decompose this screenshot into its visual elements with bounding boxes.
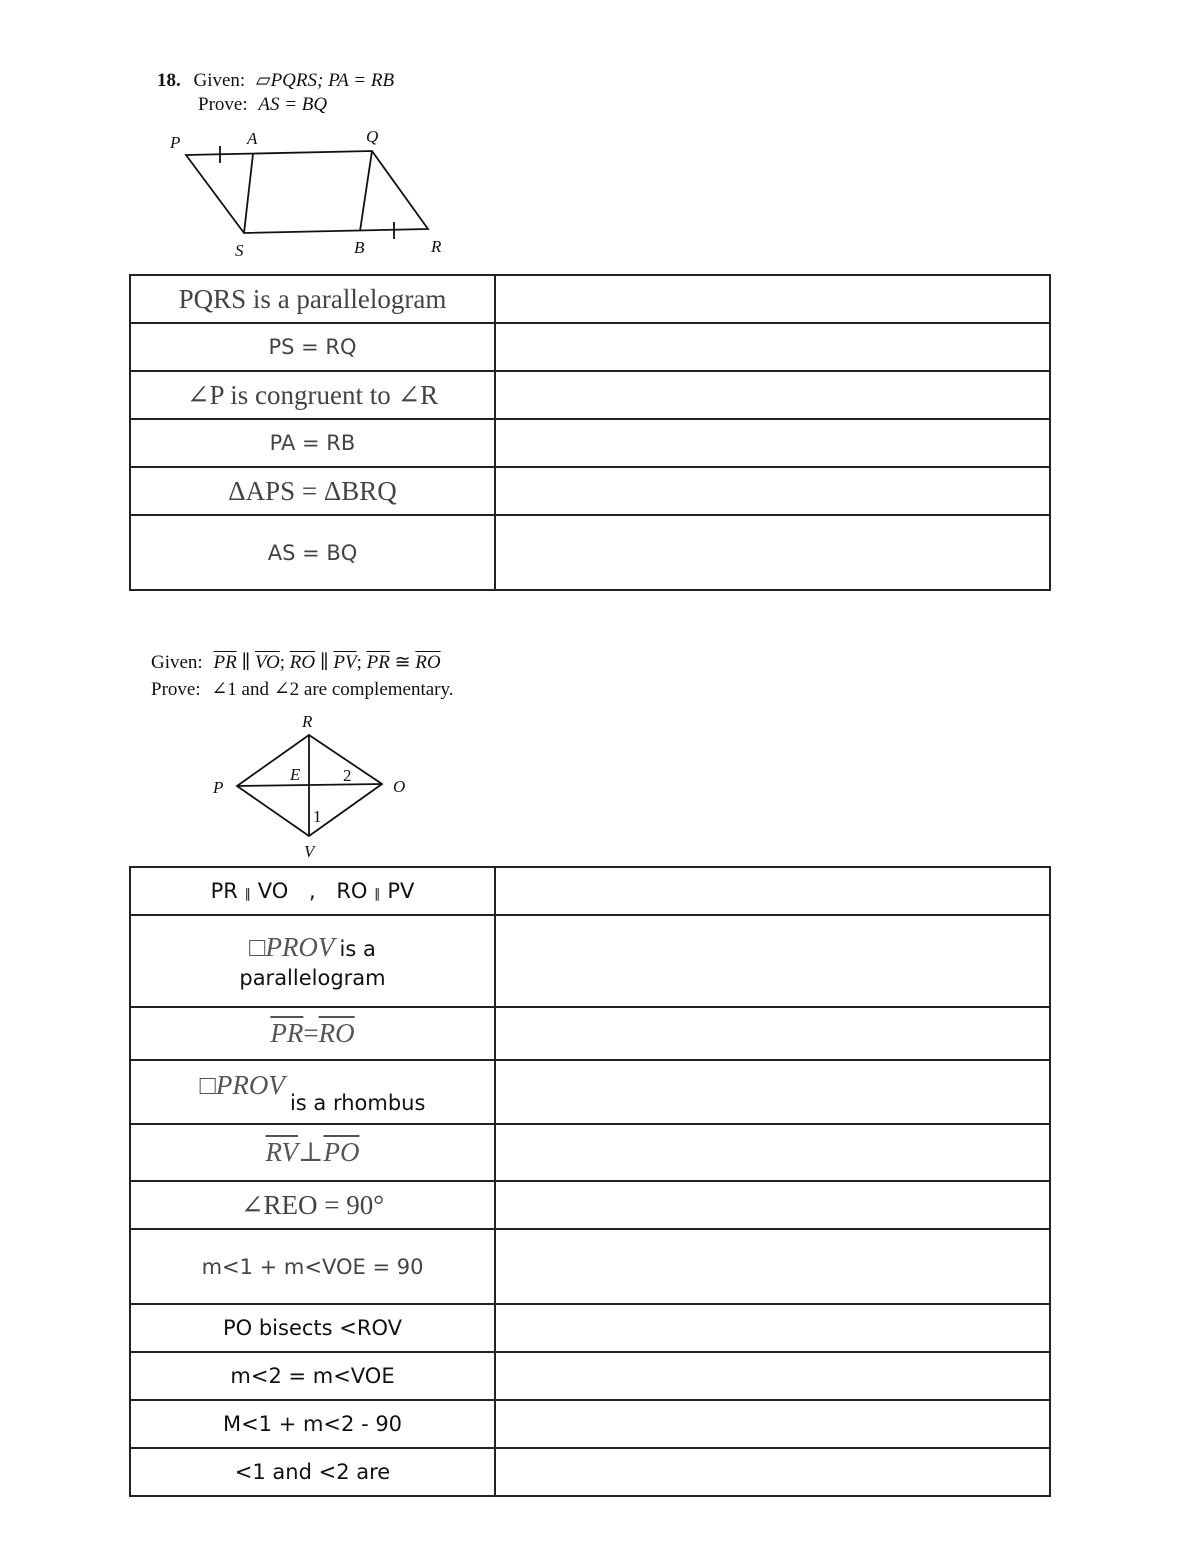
- statement: [270, 1018, 354, 1048]
- statement: [213, 931, 413, 991]
- table-row: [130, 1448, 1050, 1496]
- parallelogram-symbol: □PROV: [249, 932, 335, 962]
- given-segment-ro: $\overline{RO}$: [289, 652, 316, 673]
- reason-cell[interactable]: [495, 1007, 1050, 1060]
- given-segment-pr-2: $\overline{PR}$: [366, 652, 390, 673]
- segment-pv: PV: [387, 879, 415, 903]
- table-row: [130, 1229, 1050, 1304]
- given-text: ▱PQRS; PA = RB: [255, 70, 395, 91]
- prove-text: ∠1 and ∠2 are complementary.: [211, 679, 454, 700]
- label-e: E: [290, 765, 301, 784]
- diagonal-po: [237, 784, 382, 786]
- given-segment-pr: $\overline{PR}$: [213, 652, 237, 673]
- segment-bq: [360, 151, 372, 231]
- reason-cell[interactable]: [495, 1448, 1050, 1496]
- congruent-symbol: ≅: [394, 652, 411, 673]
- label-b: B: [354, 238, 365, 257]
- label-v: V: [304, 842, 315, 861]
- given-label: Given:: [151, 652, 203, 673]
- segment-as: [244, 154, 253, 233]
- separator: ;: [356, 652, 362, 673]
- table-row: [130, 915, 1050, 1007]
- statement: M<1 + m<2 - 90: [222, 1412, 403, 1436]
- segment-pr: $\overline{PR}$: [270, 1018, 304, 1048]
- problem-number: 18.: [157, 70, 181, 91]
- reason-cell[interactable]: [495, 275, 1050, 323]
- statement: [266, 1137, 360, 1167]
- statement: ΔAPS = ΔBRQ: [228, 475, 397, 506]
- segment-vo: VO: [257, 879, 289, 903]
- table-row: [130, 1060, 1050, 1124]
- table-row: [130, 1304, 1050, 1352]
- reason-cell[interactable]: [495, 1352, 1050, 1400]
- prove-label: Prove:: [198, 94, 248, 115]
- reason-cell[interactable]: [495, 1181, 1050, 1229]
- reason-cell[interactable]: [495, 1400, 1050, 1448]
- parallel-symbol: ∥: [374, 887, 381, 902]
- table-row: [130, 323, 1050, 371]
- proof-table-1: [129, 274, 1051, 591]
- reason-cell[interactable]: [495, 1124, 1050, 1181]
- label-r: R: [431, 237, 442, 256]
- reason-cell[interactable]: [495, 371, 1050, 419]
- given-segment-pv: $\overline{PV}$: [333, 652, 357, 673]
- given-segment-vo: $\overline{VO}$: [254, 652, 280, 673]
- reason-cell[interactable]: [495, 467, 1050, 515]
- comma: ,: [308, 879, 316, 903]
- parallel-symbol: ∥: [244, 887, 252, 902]
- label-q: Q: [366, 127, 379, 146]
- proof-table-2: [129, 866, 1051, 1497]
- label-s: S: [235, 241, 244, 260]
- parallelogram-outline: [186, 151, 428, 233]
- statement: m<2 = m<VOE: [230, 1364, 395, 1388]
- reason-cell[interactable]: [495, 1060, 1050, 1124]
- segment-rv: $\overline{RV}$: [265, 1137, 299, 1167]
- parallel-symbol: ∥: [241, 652, 251, 673]
- label-o: O: [393, 777, 406, 796]
- statement: [211, 879, 415, 903]
- table-row: [130, 1007, 1050, 1060]
- label-p: P: [213, 778, 224, 797]
- given-label: Given:: [193, 70, 246, 91]
- reason-cell[interactable]: [495, 1304, 1050, 1352]
- angle-label-2: 2: [343, 766, 352, 785]
- statement: m<1 + m<VOE = 90: [201, 1254, 424, 1279]
- rhombus-symbol: □PROV: [199, 1069, 285, 1100]
- segment-ro: RO: [336, 879, 368, 903]
- label-r: R: [302, 712, 313, 731]
- segment-po: $\overline{PO}$: [323, 1137, 360, 1167]
- table-row: [130, 467, 1050, 515]
- statement: PS = RQ: [268, 335, 357, 359]
- reason-cell[interactable]: [495, 1229, 1050, 1304]
- prove-label: Prove:: [151, 679, 201, 700]
- parallel-symbol: ∥: [319, 652, 329, 673]
- statement: PA = RB: [269, 431, 356, 455]
- table-row: [130, 1352, 1050, 1400]
- statement: PO bisects <ROV: [222, 1316, 402, 1340]
- statement: ∠REO = 90°: [240, 1189, 385, 1220]
- label-a: A: [247, 129, 258, 148]
- equals-symbol: =: [303, 1018, 319, 1048]
- segment-pr: PR: [210, 879, 238, 903]
- separator: ;: [279, 652, 286, 673]
- statement-text: is a rhombus: [289, 1090, 426, 1115]
- given-line-2: [151, 651, 441, 674]
- table-row: [130, 515, 1050, 590]
- prove-line-1: [198, 94, 327, 116]
- statement: AS = BQ: [267, 540, 358, 565]
- rhombus-figure: [205, 705, 435, 865]
- table-row: [130, 275, 1050, 323]
- given-segment-ro-2: $\overline{RO}$: [415, 652, 441, 673]
- reason-cell[interactable]: [495, 419, 1050, 467]
- reason-cell[interactable]: [495, 915, 1050, 1007]
- statement: [199, 1069, 426, 1115]
- table-row: [130, 867, 1050, 915]
- reason-cell[interactable]: [495, 867, 1050, 915]
- prove-text: AS = BQ: [258, 94, 328, 115]
- reason-cell[interactable]: [495, 323, 1050, 371]
- parallelogram-figure: [160, 122, 460, 262]
- table-row: [130, 1124, 1050, 1181]
- statement: PQRS is a parallelogram: [178, 283, 447, 314]
- statement-text: is a parallelogram: [239, 937, 386, 990]
- label-p: P: [170, 133, 181, 152]
- table-row: [130, 419, 1050, 467]
- prove-line-2: [151, 678, 454, 701]
- statement: <1 and <2 are: [234, 1460, 391, 1484]
- table-row: [130, 1181, 1050, 1229]
- perpendicular-symbol: ⊥: [298, 1137, 324, 1167]
- table-row: [130, 371, 1050, 419]
- given-line-1: [157, 69, 394, 92]
- segment-ro: $\overline{RO}$: [318, 1018, 355, 1048]
- angle-label-1: 1: [313, 807, 322, 826]
- statement: ∠P is congruent to ∠R: [186, 379, 439, 410]
- reason-cell[interactable]: [495, 515, 1050, 590]
- table-row: [130, 1400, 1050, 1448]
